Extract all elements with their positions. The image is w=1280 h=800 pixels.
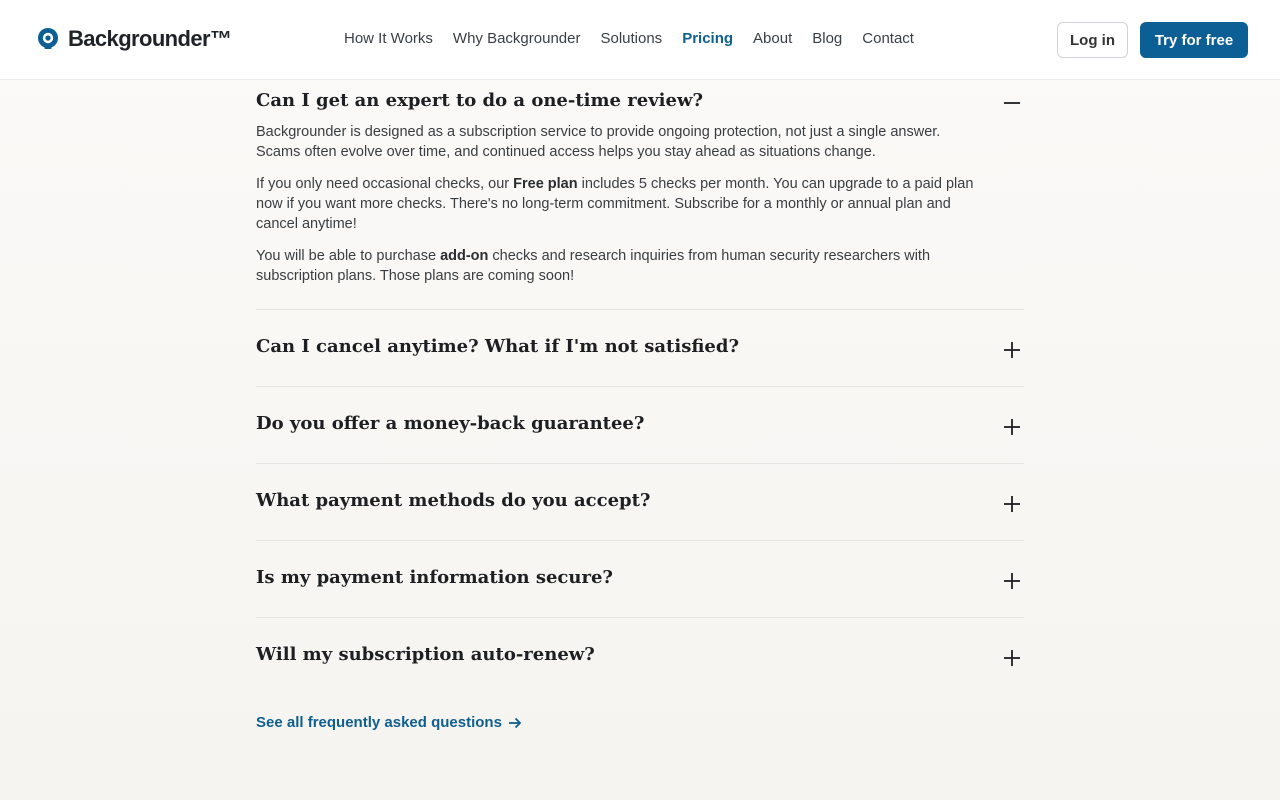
faq-item[interactable]: [256, 310, 1024, 387]
expand-plus-icon[interactable]: [1004, 419, 1020, 435]
expand-plus-icon[interactable]: [1004, 342, 1020, 358]
try-free-button[interactable]: Try for free: [1140, 22, 1248, 58]
answer-text: You will be able to purchase: [256, 248, 441, 264]
logo-icon: [36, 27, 60, 51]
nav-why-backgrounder[interactable]: Why Backgrounder: [452, 30, 581, 47]
faq-question[interactable]: Can I get an expert to do a one-time review?: [256, 90, 703, 111]
answer-text: includes 5 checks per month. You can upgrade to a paid plan now if you want more checks. There's no long-term commitment. Subscribe for a monthly or annual plan and cancel anytime!: [256, 176, 974, 232]
nav-how-it-works[interactable]: How It Works: [344, 30, 433, 47]
answer-paragraph-1: Backgrounder is designed as a subscription service to provide ongoing protection, not just a single answer. Scams often evolve over time, and continued access helps you stay ahead as situations change.: [256, 124, 941, 160]
faq-item[interactable]: [256, 618, 1024, 695]
faq-question[interactable]: Will my subscription auto-renew?: [256, 644, 595, 665]
expand-plus-icon[interactable]: [1004, 496, 1020, 512]
faq-item[interactable]: [256, 541, 1024, 618]
answer-bold-text: add-on: [440, 248, 489, 264]
logo[interactable]: [36, 26, 231, 52]
nav-blog[interactable]: Blog: [812, 30, 843, 47]
faq-answer: [256, 122, 986, 286]
main-nav: [344, 30, 914, 47]
nav-solutions[interactable]: Solutions: [600, 30, 663, 47]
faq-item[interactable]: [256, 464, 1024, 541]
see-all-faq-label: See all frequently asked questions: [256, 714, 502, 731]
faq-question[interactable]: Do you offer a money-back guarantee?: [256, 413, 645, 434]
arrow-right-icon: [508, 716, 522, 730]
faq-item[interactable]: [256, 387, 1024, 464]
logo-text: Backgrounder™: [68, 26, 232, 51]
answer-paragraph-3: [256, 246, 986, 286]
site-header: [0, 0, 1280, 80]
answer-text: If you only need occasional checks, our: [256, 176, 514, 192]
collapse-minus-icon[interactable]: [1004, 95, 1020, 111]
faq-question[interactable]: What payment methods do you accept?: [256, 490, 651, 511]
answer-paragraph-2: [256, 174, 986, 234]
answer-text: checks and research inquiries from human security researchers with subscription plans. Those plans are coming soon!: [256, 248, 931, 284]
nav-about[interactable]: About: [753, 30, 793, 47]
expand-plus-icon[interactable]: [1004, 650, 1020, 666]
faq-question[interactable]: Is my payment information secure?: [256, 567, 613, 588]
see-all-faq-link[interactable]: [256, 714, 522, 731]
login-button[interactable]: Log in: [1057, 22, 1128, 58]
faq-list: [256, 80, 1024, 695]
faq-question-row[interactable]: [256, 88, 1024, 114]
expand-plus-icon[interactable]: [1004, 573, 1020, 589]
nav-pricing[interactable]: Pricing: [682, 30, 734, 47]
nav-contact[interactable]: Contact: [862, 30, 914, 47]
answer-bold-text: Free plan: [513, 176, 578, 192]
faq-item-expanded: [256, 80, 1024, 310]
faq-question[interactable]: Can I cancel anytime? What if I'm not satisfied?: [256, 336, 739, 357]
